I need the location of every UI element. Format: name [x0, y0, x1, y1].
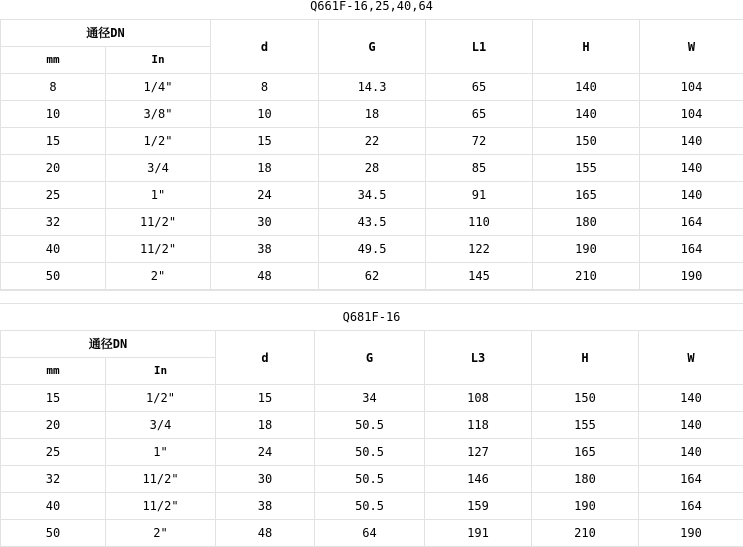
cell: 1" [106, 439, 216, 466]
cell: 10 [211, 101, 319, 128]
cell: 140 [640, 182, 743, 209]
spec-table-2 [0, 330, 743, 547]
cell: 165 [532, 439, 639, 466]
cell: 146 [425, 466, 532, 493]
subheader-in: In [106, 47, 211, 74]
cell: 50.5 [315, 466, 425, 493]
table2-title: Q681F-16 [0, 304, 743, 330]
table-row [1, 466, 743, 493]
cell: 164 [639, 493, 743, 520]
spec-table-1 [0, 19, 743, 290]
cell: 18 [211, 155, 319, 182]
table-row [1, 209, 743, 236]
cell: 15 [1, 385, 106, 412]
table-row [1, 385, 743, 412]
section-divider [0, 290, 743, 304]
cell: 104 [640, 101, 743, 128]
cell: 1/4" [106, 74, 211, 101]
cell: 85 [426, 155, 533, 182]
cell: 10 [1, 101, 106, 128]
cell: 3/8" [106, 101, 211, 128]
cell: 3/4 [106, 155, 211, 182]
cell: 8 [1, 74, 106, 101]
cell: 18 [319, 101, 426, 128]
cell: 140 [639, 412, 743, 439]
cell: 32 [1, 466, 106, 493]
cell: 20 [1, 155, 106, 182]
cell: 50 [1, 263, 106, 290]
cell: 1/2" [106, 128, 211, 155]
cell: 50 [1, 520, 106, 547]
cell: 190 [640, 263, 743, 290]
cell: 48 [216, 520, 315, 547]
cell: 34.5 [319, 182, 426, 209]
header-w: W [640, 20, 743, 74]
cell: 38 [211, 236, 319, 263]
cell: 164 [640, 209, 743, 236]
cell: 50.5 [315, 412, 425, 439]
table-row [1, 155, 743, 182]
cell: 1" [106, 182, 211, 209]
cell: 2" [106, 263, 211, 290]
cell: 91 [426, 182, 533, 209]
table-row [1, 236, 743, 263]
cell: 164 [640, 236, 743, 263]
cell: 38 [216, 493, 315, 520]
cell: 24 [211, 182, 319, 209]
cell: 62 [319, 263, 426, 290]
cell: 164 [639, 466, 743, 493]
cell: 25 [1, 439, 106, 466]
table-row [1, 520, 743, 547]
group-header: 通径DN [1, 20, 211, 47]
cell: 159 [425, 493, 532, 520]
cell: 43.5 [319, 209, 426, 236]
cell: 140 [533, 74, 640, 101]
table-row [1, 412, 743, 439]
subheader-mm: mm [1, 47, 106, 74]
cell: 15 [216, 385, 315, 412]
table-row [1, 182, 743, 209]
subheader-in: In [106, 358, 216, 385]
cell: 122 [426, 236, 533, 263]
cell: 28 [319, 155, 426, 182]
cell: 11/2" [106, 209, 211, 236]
cell: 8 [211, 74, 319, 101]
cell: 110 [426, 209, 533, 236]
table-row [1, 439, 743, 466]
cell: 150 [532, 385, 639, 412]
cell: 140 [640, 128, 743, 155]
cell: 140 [533, 101, 640, 128]
cell: 210 [532, 520, 639, 547]
header-h: H [532, 331, 639, 385]
cell: 190 [532, 493, 639, 520]
table-row [1, 493, 743, 520]
header-g: G [315, 331, 425, 385]
cell: 18 [216, 412, 315, 439]
cell: 32 [1, 209, 106, 236]
cell: 165 [533, 182, 640, 209]
cell: 155 [533, 155, 640, 182]
header-h: H [533, 20, 640, 74]
cell: 145 [426, 263, 533, 290]
cell: 11/2" [106, 236, 211, 263]
cell: 210 [533, 263, 640, 290]
header-d: d [211, 20, 319, 74]
group-header: 通径DN [1, 331, 216, 358]
header-w: W [639, 331, 743, 385]
table-row [1, 101, 743, 128]
cell: 40 [1, 493, 106, 520]
header-l1: L1 [426, 20, 533, 74]
cell: 15 [1, 128, 106, 155]
header-l3: L3 [425, 331, 532, 385]
cell: 190 [639, 520, 743, 547]
cell: 191 [425, 520, 532, 547]
header-d: d [216, 331, 315, 385]
cell: 155 [532, 412, 639, 439]
cell: 49.5 [319, 236, 426, 263]
cell: 180 [533, 209, 640, 236]
cell: 34 [315, 385, 425, 412]
cell: 65 [426, 74, 533, 101]
cell: 108 [425, 385, 532, 412]
table-row [1, 128, 743, 155]
cell: 64 [315, 520, 425, 547]
cell: 72 [426, 128, 533, 155]
cell: 11/2" [106, 493, 216, 520]
cell: 20 [1, 412, 106, 439]
header-g: G [319, 20, 426, 74]
cell: 150 [533, 128, 640, 155]
cell: 25 [1, 182, 106, 209]
cell: 14.3 [319, 74, 426, 101]
cell: 1/2" [106, 385, 216, 412]
subheader-mm: mm [1, 358, 106, 385]
cell: 3/4 [106, 412, 216, 439]
cell: 140 [640, 155, 743, 182]
cell: 22 [319, 128, 426, 155]
cell: 40 [1, 236, 106, 263]
cell: 127 [425, 439, 532, 466]
cell: 190 [533, 236, 640, 263]
cell: 140 [639, 385, 743, 412]
cell: 11/2" [106, 466, 216, 493]
cell: 48 [211, 263, 319, 290]
cell: 104 [640, 74, 743, 101]
cell: 180 [532, 466, 639, 493]
cell: 30 [216, 466, 315, 493]
table-row [1, 263, 743, 290]
cell: 65 [426, 101, 533, 128]
cell: 140 [639, 439, 743, 466]
table-row [1, 74, 743, 101]
table1-title: Q661F-16,25,40,64 [0, 0, 743, 20]
cell: 30 [211, 209, 319, 236]
cell: 118 [425, 412, 532, 439]
cell: 15 [211, 128, 319, 155]
cell: 2" [106, 520, 216, 547]
cell: 24 [216, 439, 315, 466]
cell: 50.5 [315, 493, 425, 520]
cell: 50.5 [315, 439, 425, 466]
